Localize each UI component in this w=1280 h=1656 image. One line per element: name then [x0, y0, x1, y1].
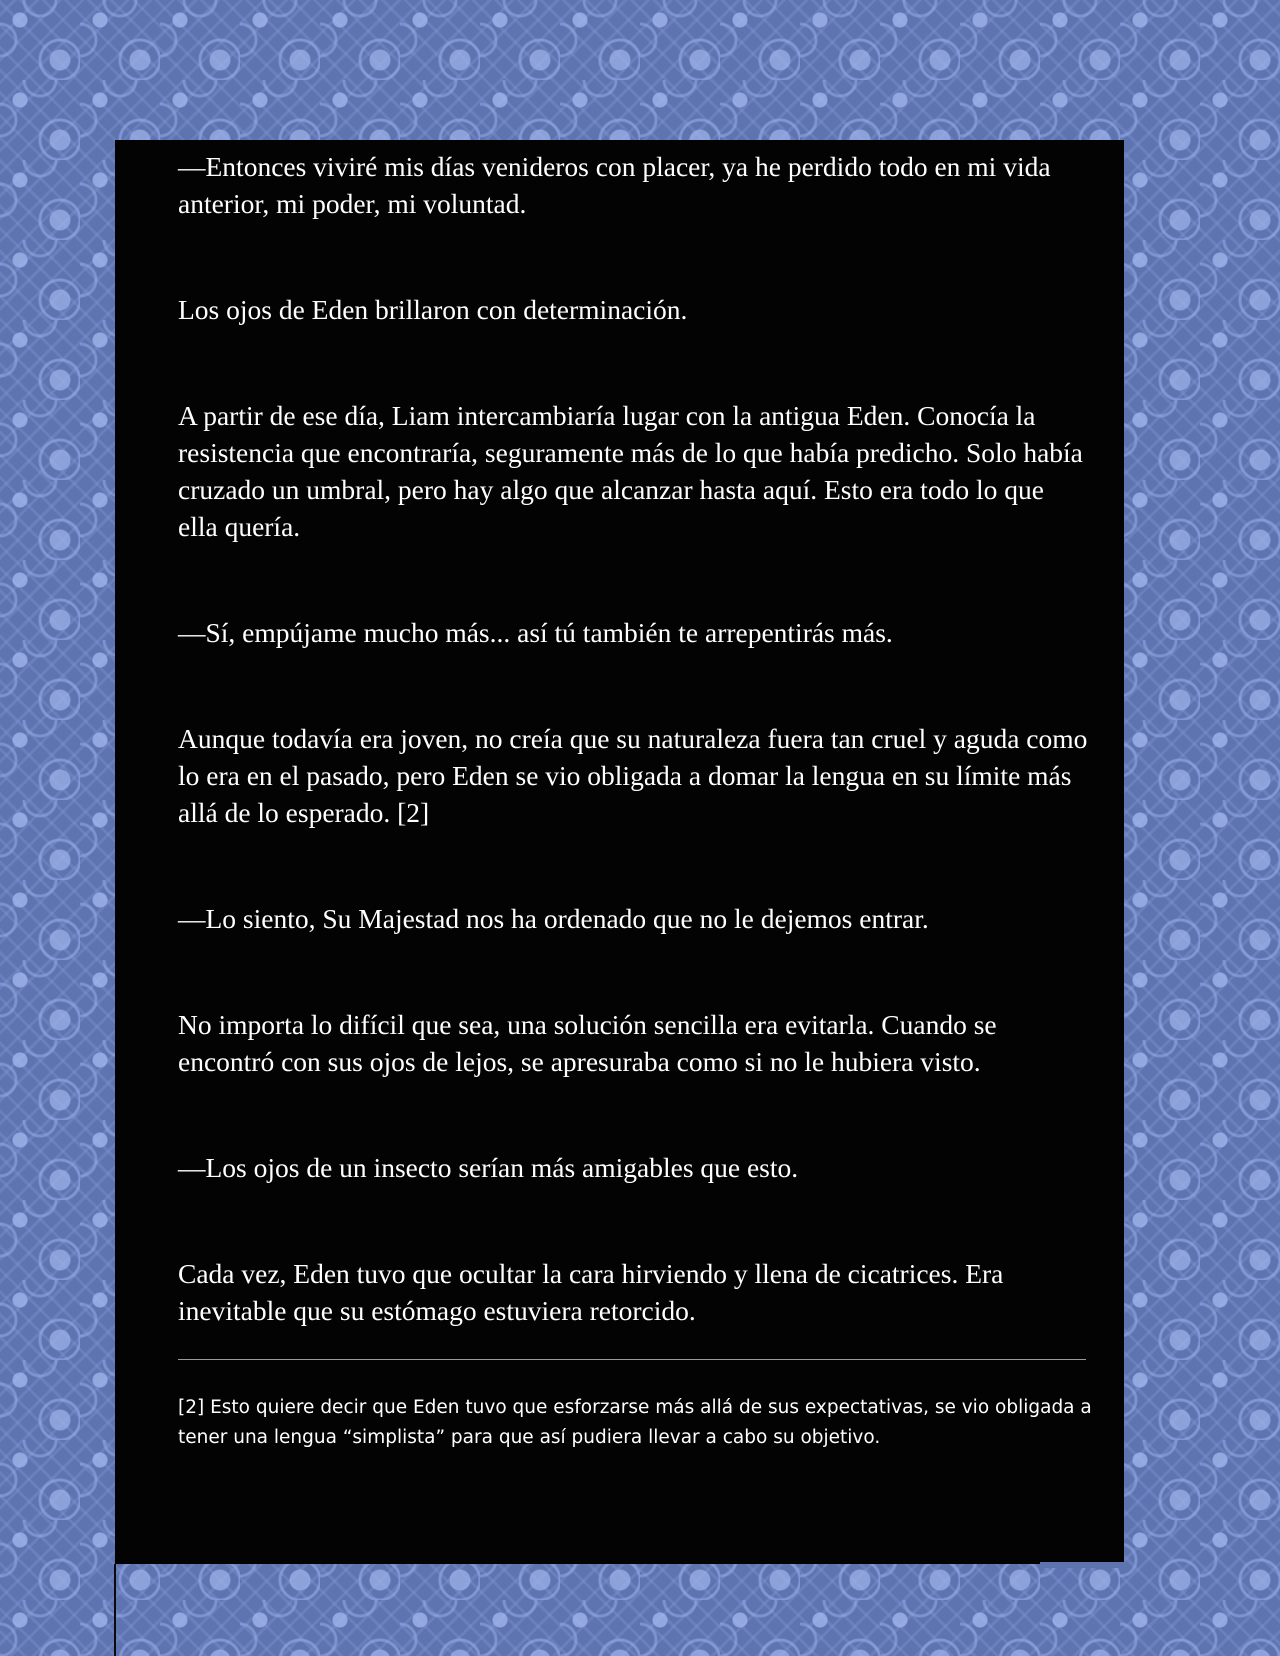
paragraph: Los ojos de Eden brillaron con determinación. [178, 294, 688, 325]
text-panel [115, 140, 1124, 1564]
paragraph: —Lo siento, Su Majestad nos ha ordenado que no le dejemos entrar. [178, 903, 929, 934]
panel-notch [1040, 1562, 1124, 1568]
paragraph: Cada vez, Eden tuvo que ocultar la cara hirviendo y llena de cicatrices. Era inevitable que su estómago estuviera retorcido. [178, 1258, 1004, 1326]
paragraph: —Los ojos de un insecto serían más amigables que esto. [178, 1152, 799, 1183]
paragraph: No importa lo difícil que sea, una solución sencilla era evitarla. Cuando se encontró con sus ojos de lejos, se apresuraba como si no le hubiera visto. [178, 1009, 997, 1077]
margin-line [114, 1564, 116, 1656]
footnote-divider [178, 1359, 1086, 1360]
story-text [178, 148, 1088, 1329]
paragraph: Aunque todavía era joven, no creía que su naturaleza fuera tan cruel y aguda como lo era en el pasado, pero Eden se vio obligada a domar la lengua en su límite más allá de lo esperado. [2] [178, 723, 1088, 828]
footnote: [2] Esto quiere decir que Eden tuvo que esforzarse más allá de sus expectativas, se vio obligada a tener una lengua “simplista” para que así pudiera llevar a cabo su objetivo. [178, 1397, 1092, 1448]
paragraph: —Entonces viviré mis días venideros con placer, ya he perdido todo en mi vida anterior, mi poder, mi voluntad. [178, 151, 1051, 219]
paragraph: A partir de ese día, Liam intercambiaría lugar con la antigua Eden. Conocía la resistencia que encontraría, seguramente más de lo que había predicho. Solo había cruzado un umbral, pero hay algo que alcanzar hasta aquí. Esto era todo lo que ella quería. [178, 400, 1083, 542]
paragraph: —Sí, empújame mucho más... así tú también te arrepentirás más. [178, 617, 893, 648]
